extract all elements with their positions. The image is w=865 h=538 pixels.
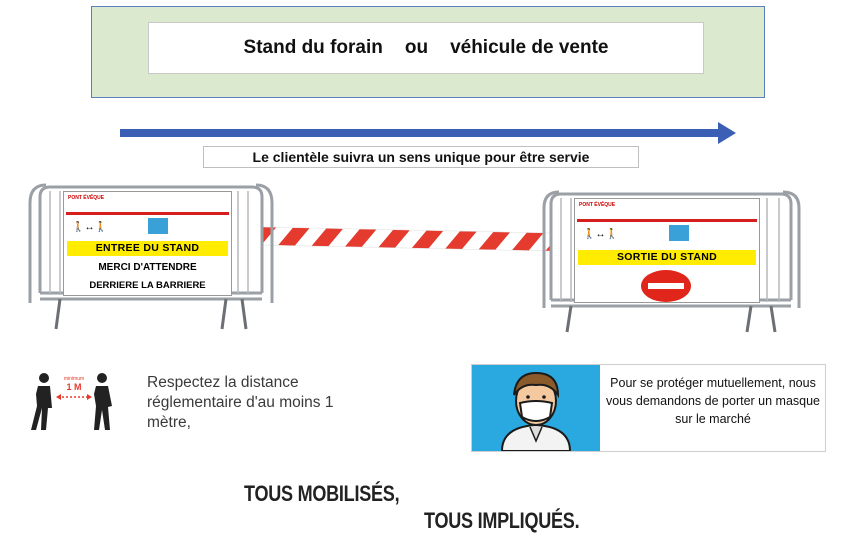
stand-label-vehicle: véhicule de vente [450, 37, 609, 58]
slogan-line2: TOUS IMPLIQUÉS. [424, 508, 580, 533]
masked-person-icon [472, 365, 600, 451]
distance-badge-value: 1 M [66, 382, 82, 392]
entry-sign-rule [66, 212, 229, 215]
barrier-tape [262, 224, 550, 254]
exit-sign-rule [577, 219, 757, 222]
one-way-arrow-icon [120, 122, 736, 144]
exit-stand-label: SORTIE DU STAND [578, 250, 756, 265]
entry-wait-line1: MERCI D'ATTENDRE [98, 262, 197, 273]
no-entry-icon [640, 269, 692, 303]
mask-person-panel [472, 365, 600, 451]
entry-distance-icon: 🚶↔🚶 [72, 222, 107, 233]
exit-mask-icon [669, 225, 689, 241]
entry-wait-line2: DERRIERE LA BARRIERE [89, 280, 206, 291]
distance-people-icon [24, 370, 124, 432]
stand-label-forain: Stand du forain [243, 37, 383, 58]
exit-barrier [541, 190, 803, 335]
mask-text: Pour se protéger mutuellement, nous vous demandons de porter un masque sur le marché [605, 376, 821, 426]
exit-distance-icon: 🚶↔🚶 [583, 229, 618, 240]
slogan-line1: TOUS MOBILISÉS, [244, 481, 400, 506]
stand-label-or: ou [404, 37, 429, 58]
entry-sign-logo: PONT ÉVÊQUE [68, 195, 105, 201]
distance-text: Respectez la distance réglementaire d'au moins 1 mètre, [147, 374, 334, 431]
stand-label-box [148, 22, 704, 74]
entry-stand-label: ENTREE DU STAND [67, 241, 228, 256]
direction-note: Le clientèle suivra un sens unique pour être servie [203, 146, 639, 168]
entry-sign [63, 191, 232, 296]
exit-sign-logo: PONT ÉVÊQUE [579, 202, 616, 208]
entry-barrier [26, 183, 276, 333]
exit-sign [574, 198, 760, 303]
distance-badge-top: minimum [63, 376, 85, 382]
entry-mask-icon [148, 218, 168, 234]
